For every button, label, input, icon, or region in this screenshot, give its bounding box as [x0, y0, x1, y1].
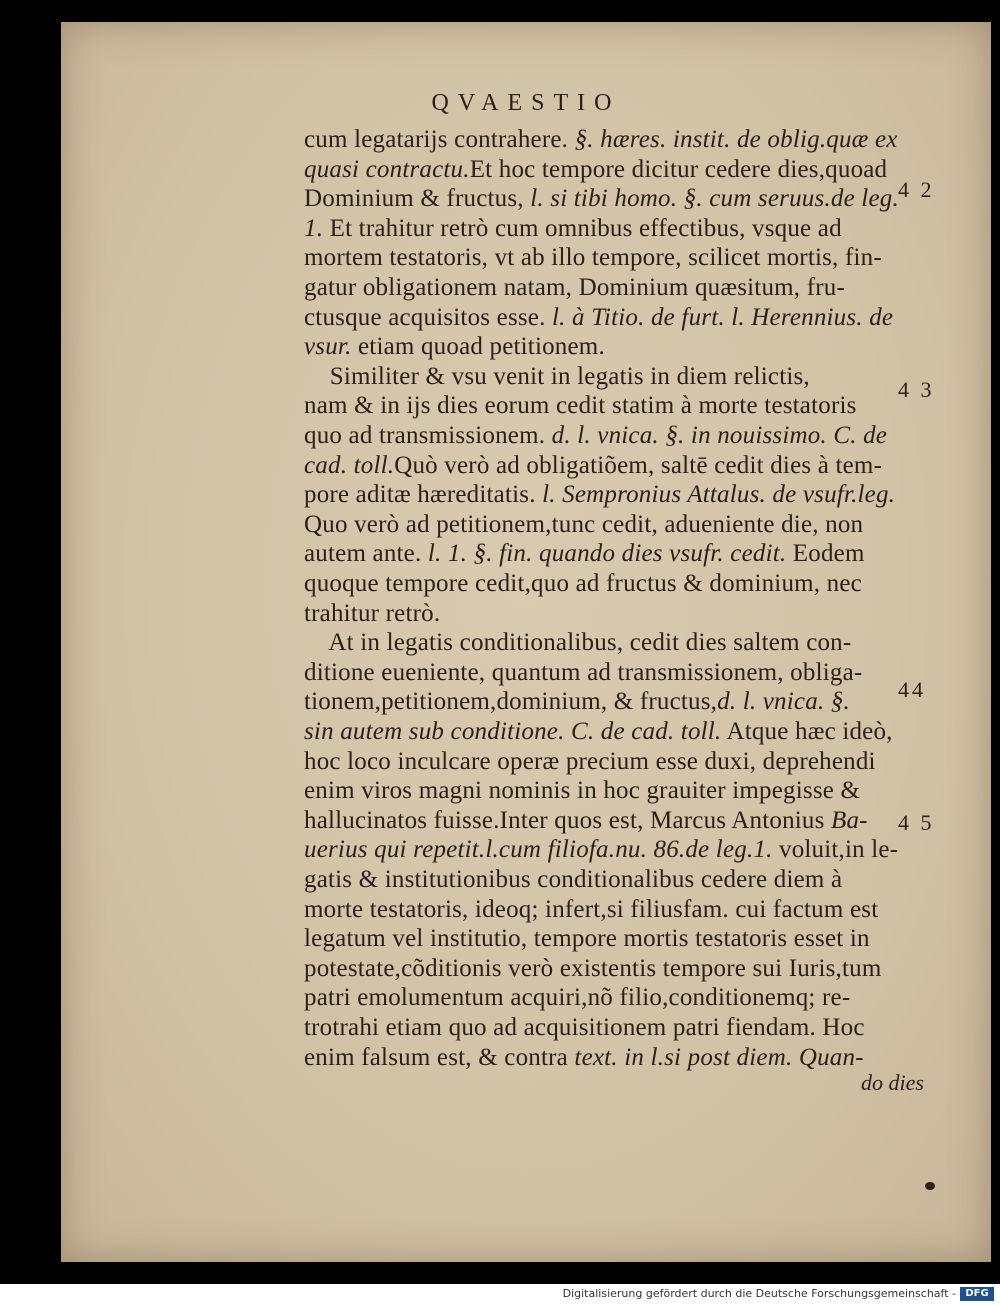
text-line: [304, 688, 850, 716]
text-line: [304, 392, 857, 420]
margin-number: 4 5: [898, 810, 935, 835]
body-text: trotrahi etiam quo ad acquisitionem patri fiendam. Hoc: [304, 1014, 865, 1041]
text-line: [304, 896, 878, 924]
text-line: [304, 363, 810, 391]
text-line: [304, 748, 876, 776]
body-text: hoc loco inculcare operæ precium esse duxi, deprehendi: [304, 747, 876, 775]
citation-text: text. in l.si post diem. Quan-: [574, 1043, 864, 1071]
body-text: Quo verò ad petitionem,tunc cedit, adueniente die, non: [304, 510, 864, 538]
ink-blot: [925, 1182, 935, 1190]
citation-text: l. si tibi homo. §. cum seruus.de leg.: [530, 185, 899, 213]
body-text: Et hoc tempore dicitur cedere dies,quoad: [469, 155, 888, 183]
body-text: pore aditæ hæreditatis.: [304, 481, 543, 509]
margin-number: 44: [898, 677, 926, 702]
body-text: morte testatoris, ideoq; infert,si filiusfam. cui factum est: [304, 895, 879, 923]
text-line: [304, 540, 865, 568]
body-text: Et trahitur retrò cum omnibus effectibus, vsque ad: [323, 214, 842, 242]
citation-text: §. hæres. instit. de oblig.quæ ex: [574, 126, 898, 153]
text-line: [304, 156, 887, 184]
text-line: [304, 955, 881, 983]
body-text: legatum vel institutio, tempore mortis testatoris esset in: [304, 925, 870, 953]
citation-text: vsur.: [304, 333, 352, 361]
body-text: hallucinatos fuisse.Inter quos est, Marcus Antonius: [304, 806, 831, 834]
citation-text: l. Sempronius Attalus. de vsufr.leg.: [542, 481, 896, 509]
body-text: etiam quoad petitionem.: [351, 333, 605, 361]
body-text: patri emolumentum acquiri,nõ filio,conditionemq; re-: [304, 984, 851, 1012]
citation-text: 1.: [304, 214, 324, 242]
text-line: [304, 777, 860, 805]
text-line: [304, 274, 845, 302]
margin-number: 4 3: [898, 377, 935, 402]
body-text: nam & in ijs dies eorum cedit statim à morte testatoris: [304, 392, 857, 420]
citation-text: l. 1. §. fin. quando dies vsufr. cedit.: [427, 540, 787, 568]
body-text: Eodem: [786, 540, 865, 568]
body-text: quoque tempore cedit,quo ad fructus & dominium, nec: [304, 570, 862, 597]
text-line: [304, 718, 893, 746]
citation-text: quasi contractu.: [304, 155, 470, 183]
body-text: autem ante.: [304, 540, 428, 568]
citation-text: sin autem sub conditione. C. de cad. toll.: [304, 718, 722, 745]
running-head: QVAESTIO: [431, 90, 621, 116]
text-line: [304, 333, 605, 361]
text-line: [304, 600, 440, 628]
text-line: [304, 244, 882, 272]
citation-text: Ba-: [831, 806, 868, 834]
catchword: do dies: [861, 1070, 924, 1095]
citation-text: uerius qui repetit.l.cum filiofa.nu. 86.de leg.1.: [304, 836, 773, 864]
body-text: gatur obligationem natam, Dominium quæsitum, fru-: [304, 274, 845, 301]
body-text: Atque hæc ideò,: [721, 718, 893, 745]
body-text: trahitur retrò.: [304, 599, 441, 627]
citation-text: d. l. vnica. §. in nouissimo. C. de: [551, 422, 888, 449]
body-text: cum legatarijs contrahere.: [304, 126, 575, 153]
text-line: [304, 452, 882, 480]
body-text: ditione eueniente, quantum ad transmissionem, obliga-: [304, 658, 863, 686]
body-text: quo ad transmissionem.: [304, 422, 552, 449]
body-text: enim viros magni nominis in hoc grauiter impegisse &: [304, 777, 861, 805]
text-line: [304, 570, 862, 598]
body-text: At in legatis conditionalibus, cedit dies saltem con-: [304, 629, 852, 657]
text-line: [304, 185, 899, 213]
text-line: [304, 1014, 865, 1042]
body-text: Similiter & vsu venit in legatis in diem relictis,: [304, 362, 810, 390]
text-line: [304, 984, 850, 1012]
text-line: [304, 659, 862, 687]
text-line: [304, 511, 863, 539]
book-page: [61, 22, 991, 1262]
text-line: [304, 925, 870, 953]
text-line: [304, 807, 868, 835]
citation-text: cad. toll.: [304, 451, 395, 479]
text-line: [304, 1044, 864, 1072]
text-line: [304, 866, 842, 894]
body-text: enim falsum est, & contra: [304, 1043, 575, 1071]
dfg-logo: DFG: [960, 1287, 994, 1301]
citation-text: l. à Titio. de furt. l. Herennius. de: [552, 303, 894, 331]
text-line: [304, 422, 887, 450]
body-text: mortem testatoris, vt ab illo tempore, scilicet mortis, fin-: [304, 244, 882, 272]
text-line: [304, 836, 898, 864]
text-line: [304, 481, 895, 509]
footer-bar: [0, 1284, 1000, 1305]
body-text: tionem,petitionem,dominium, & fructus,: [304, 688, 718, 716]
body-text: potestate,cõditionis verò existentis tempore sui Iuris,tum: [304, 954, 882, 982]
margin-number: 4 2: [898, 177, 935, 202]
text-line: [304, 629, 851, 657]
body-text: voluit,in le-: [772, 836, 899, 864]
text-line: [304, 126, 898, 154]
body-text: Dominium & fructus,: [304, 185, 531, 213]
footer-credit: Digitalisierung gefördert durch die Deutsche Forschungsgemeinschaft -: [562, 1287, 956, 1300]
text-line: [304, 215, 842, 243]
citation-text: d. l. vnica. §.: [717, 688, 850, 716]
body-text: ctusque acquisitos esse.: [304, 303, 553, 331]
body-text: Quò verò ad obligatiõem, saltē cedit dies à tem-: [394, 451, 883, 479]
text-line: [304, 304, 893, 332]
body-text: gatis & institutionibus conditionalibus cedere diem à: [304, 866, 843, 893]
